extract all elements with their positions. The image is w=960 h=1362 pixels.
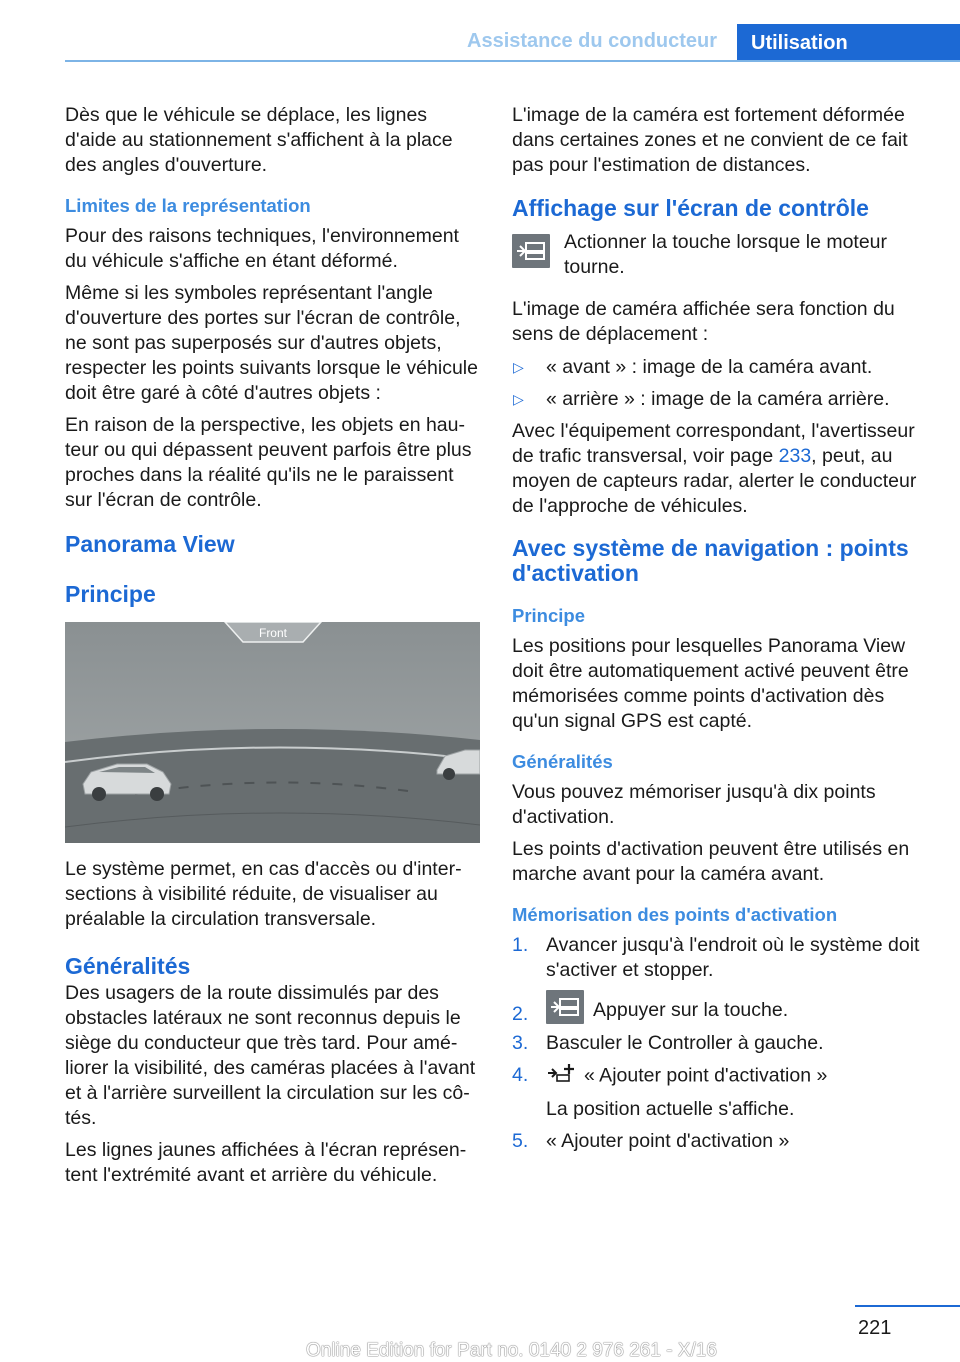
panorama-view-image [65, 622, 480, 843]
heading-limites: Limites de la représentation [65, 195, 311, 216]
heading-principe: Principe [65, 581, 156, 607]
heading-generalites-right: Généralités [512, 751, 613, 772]
paragraph: L'image de caméra affichée sera fonction du sens de déplacement : [512, 298, 895, 345]
paragraph: L'image de la caméra est fortement déformée dans certaines zones et ne convient de ce fait pas pour l'estimation de distances. [512, 104, 908, 176]
header-rule [65, 60, 960, 62]
paragraph: Avec l'équipement correspondant, l'avertisseur de trafic transversal, voir page 233, peut, au moyen de capteurs radar, alerter le conducteur de l'approche de véhicules. [512, 420, 917, 517]
step-item: 2. Appuyer sur la touche. [512, 990, 930, 1024]
footer-edition: Online Edition for Part no. 0140 2 976 261 - X/16 [306, 1340, 717, 1361]
step-item: 3. Basculer le Controller à gauche. [512, 1032, 824, 1054]
step-item: 1. Avancer jusqu'à l'endroit où le système doit s'activer et stopper. [512, 934, 920, 981]
paragraph: En raison de la perspective, les objets en hauteur ou qui dépassent peuvent parfois être plus proches dans la réalité qu'ils ne le paraissent sur l'écran de contrôle. [65, 414, 472, 511]
paragraph: Même si les symboles représentant l'angle d'ouverture des portes sur l'écran de contrôle, ne sont pas superposés sur d'autres objets, respecter les points suivants lorsque le véhicule doit être garé à côté d'autres objets : [65, 282, 478, 404]
add-activation-point-icon [546, 1063, 576, 1090]
list-item: ▷ « avant » : image de la caméra avant. [513, 356, 873, 378]
direction-list [512, 355, 930, 412]
paragraph: Dès que le véhicule se déplace, les lignes d'aide au stationnement s'affichent à la place des angles d'ouverture. [65, 104, 453, 176]
camera-button-icon [512, 234, 550, 268]
paragraph: Les lignes jaunes affichées à l'écran représentent l'extrémité avant et arrière du véhicule. [65, 1139, 467, 1186]
figure-label: Front [258, 626, 288, 640]
heading-navigation: Avec système de navigation : points d'activation [512, 535, 909, 586]
paragraph: Pour des raisons techniques, l'environnement du véhicule s'affiche en étant déformé. [65, 225, 459, 272]
triangle-bullet-icon: ▷ [513, 391, 524, 407]
paragraph: Le système permet, en cas d'accès ou d'intersections à visibilité réduite, de visualiser au préalable la circulation transversale. [65, 858, 462, 930]
left-column [65, 103, 480, 1195]
footer-rule [855, 1305, 960, 1307]
paragraph: Les points d'activation peuvent être utilisés en marche avant pour la caméra avant. [512, 838, 910, 885]
heading-affichage: Affichage sur l'écran de contrôle [512, 195, 869, 221]
steps-list [512, 933, 930, 1154]
header-section-title: Assistance du conducteur [467, 30, 718, 52]
panorama-illustration [65, 622, 480, 843]
list-item: ▷ « arrière » : image de la caméra arrière. [513, 388, 890, 410]
heading-principe-right: Principe [512, 605, 585, 626]
page-link[interactable]: 233 [778, 445, 812, 467]
step-item: 4. « Ajouter point d'activation » La position actuelle s'affiche. [512, 1064, 828, 1120]
key-text: Actionner la touche lorsque le moteur tourne. [564, 231, 888, 278]
heading-generalites: Généralités [65, 953, 191, 979]
right-column [512, 103, 930, 1161]
camera-button-icon [546, 990, 584, 1024]
step-item: 5. « Ajouter point d'activation » [512, 1130, 790, 1152]
header-tab: Utilisation [737, 24, 960, 62]
heading-memorisation: Mémorisation des points d'activation [512, 904, 838, 925]
heading-panorama-view: Panorama View [65, 531, 235, 557]
triangle-bullet-icon: ▷ [513, 359, 524, 375]
camera-key-instruction [512, 230, 930, 280]
paragraph: Vous pouvez mémoriser jusqu'à dix points d'activation. [512, 781, 876, 828]
paragraph: Des usagers de la route dissimulés par des obstacles latéraux ne sont reconnus depuis le siège du conducteur que très tard. Pour améliorer la visibilité, des caméras placées à l'avant et à l'arrière surveillent la circulation sur les côtés. [65, 982, 476, 1129]
paragraph: Les positions pour lesquelles Panorama View doit être automatiquement activé peuvent être mémorisées comme points d'activation dès qu'un signal GPS est capté. [512, 635, 909, 732]
page-number: 221 [858, 1317, 892, 1339]
